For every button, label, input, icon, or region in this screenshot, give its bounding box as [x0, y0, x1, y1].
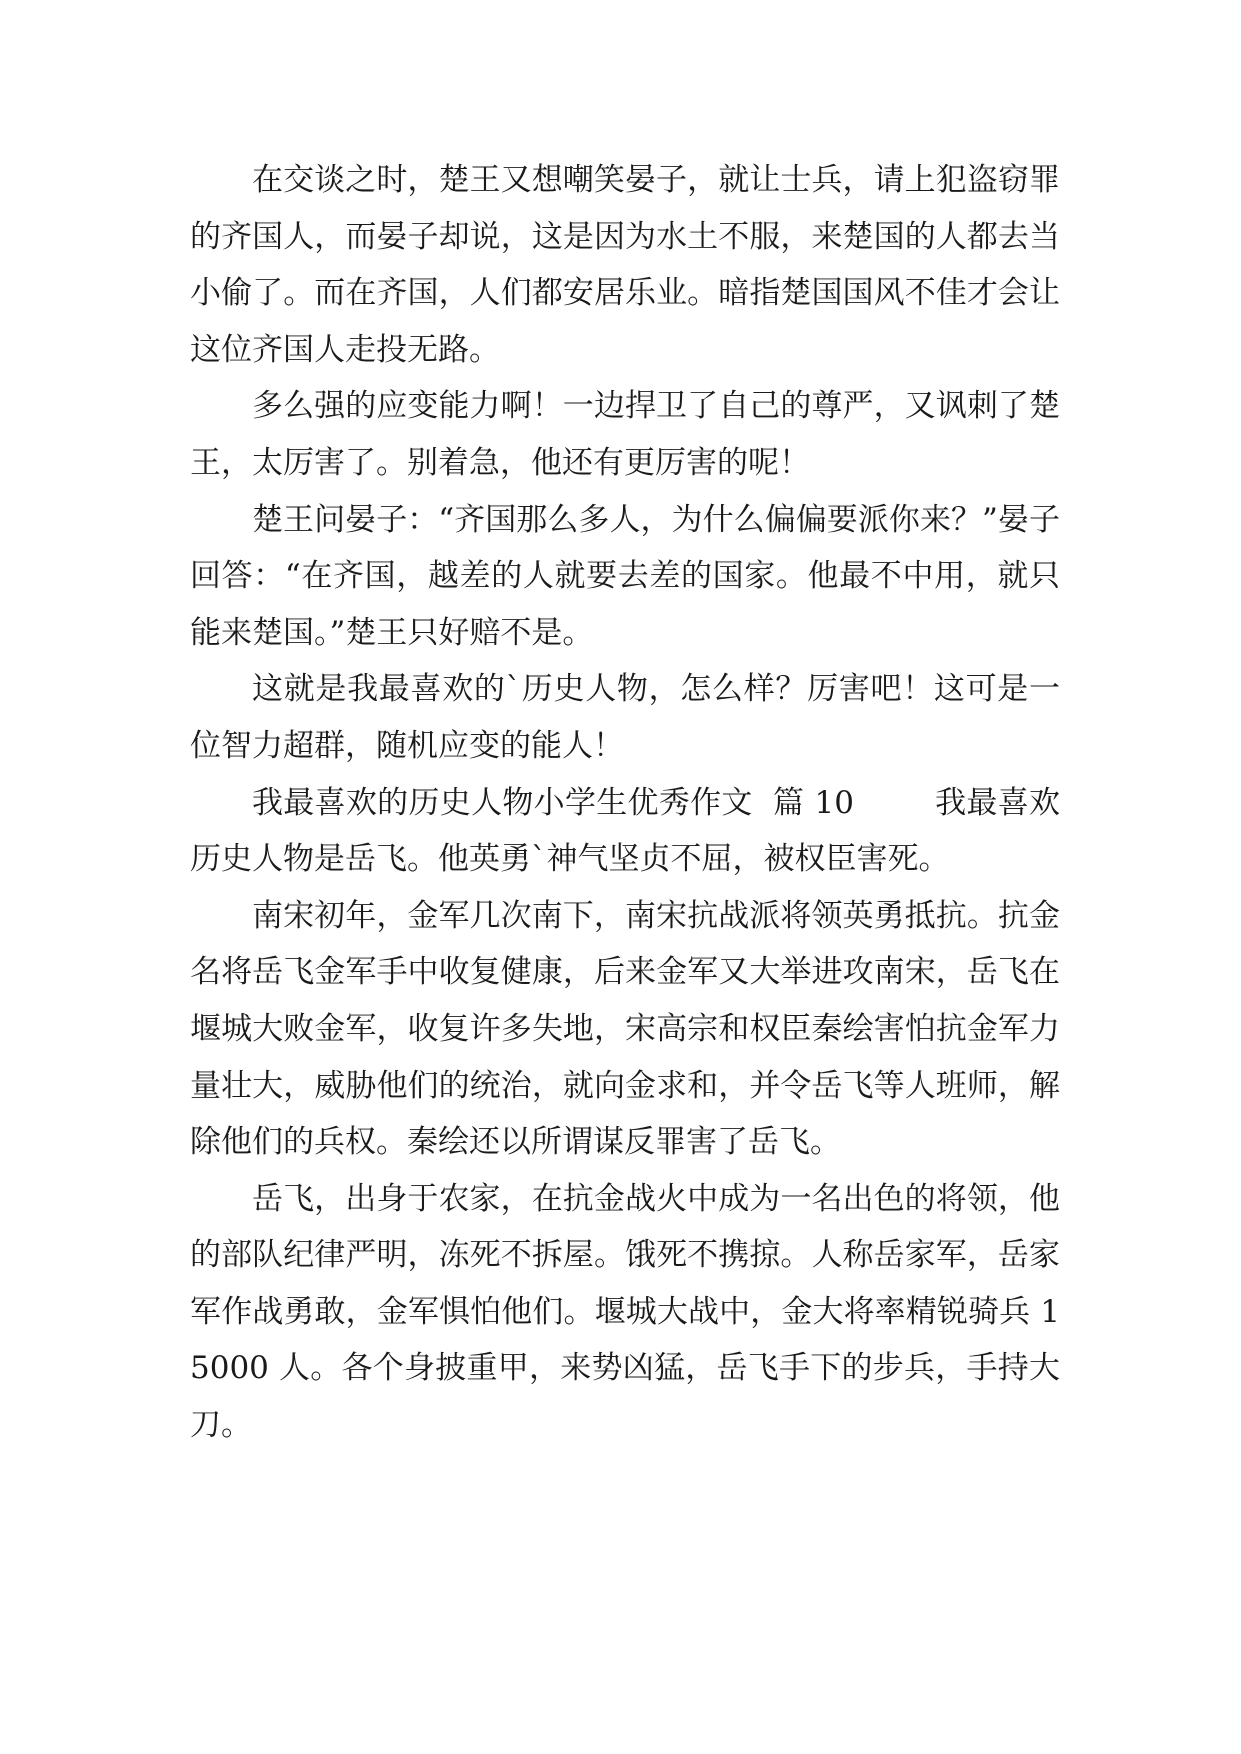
paragraph: 在交谈之时，楚王又想嘲笑晏子，就让士兵，请上犯盗窃罪的齐国人，而晏子却说，这是因为水土不服，来楚国的人都去当小偷了。而在齐国，人们都安居乐业。暗指楚国国风不佳才会让这位齐国人走投无路。 [190, 162, 1060, 368]
paragraph: 南宋初年，金军几次南下，南宋抗战派将领英勇抵抗。抗金名将岳飞金军手中收复健康，后来金军又大举进攻南宋，岳飞在堰城大败金军，收复许多失地，宋高宗和权臣秦绘害怕抗金军力量壮大，威胁他们的统治，就向金求和，并令岳飞等人班师，解除他们的兵权。秦绘还以所谓谋反罪害了岳飞。 [190, 897, 1060, 1161]
paragraph: 岳飞，出身于农家，在抗金战火中成为一名出色的将领，他的部队纪律严明，冻死不拆屋。饿死不携掠。人称岳家军，岳家军作战勇敢，金军惧怕他们。堰城大战中，金大将率精锐骑兵 15000 人。各个身披重甲，来势凶猛，岳飞手下的步兵，手持大刀。 [190, 1180, 1060, 1444]
paragraph: 多么强的应变能力啊！一边捍卫了自己的尊严，又讽刺了楚王，太厉害了。别着急，他还有更厉害的呢！ [190, 388, 1060, 481]
paragraph: 这就是我最喜欢的`历史人物，怎么样？厉害吧！这可是一位智力超群，随机应变的能人！ [190, 671, 1060, 764]
paragraph: 楚王问晏子：“齐国那么多人，为什么偏偏要派你来？”晏子回答：“在齐国，越差的人就要去差的国家。他最不中用，就只能来楚国。”楚王只好赔不是。 [190, 501, 1060, 651]
paragraph-section-heading: 我最喜欢的历史人物小学生优秀作文 篇 10 我最喜欢历史人物是岳飞。他英勇`神气坚贞不屈，被权臣害死。 [190, 784, 1060, 878]
document-body [190, 152, 1060, 1454]
